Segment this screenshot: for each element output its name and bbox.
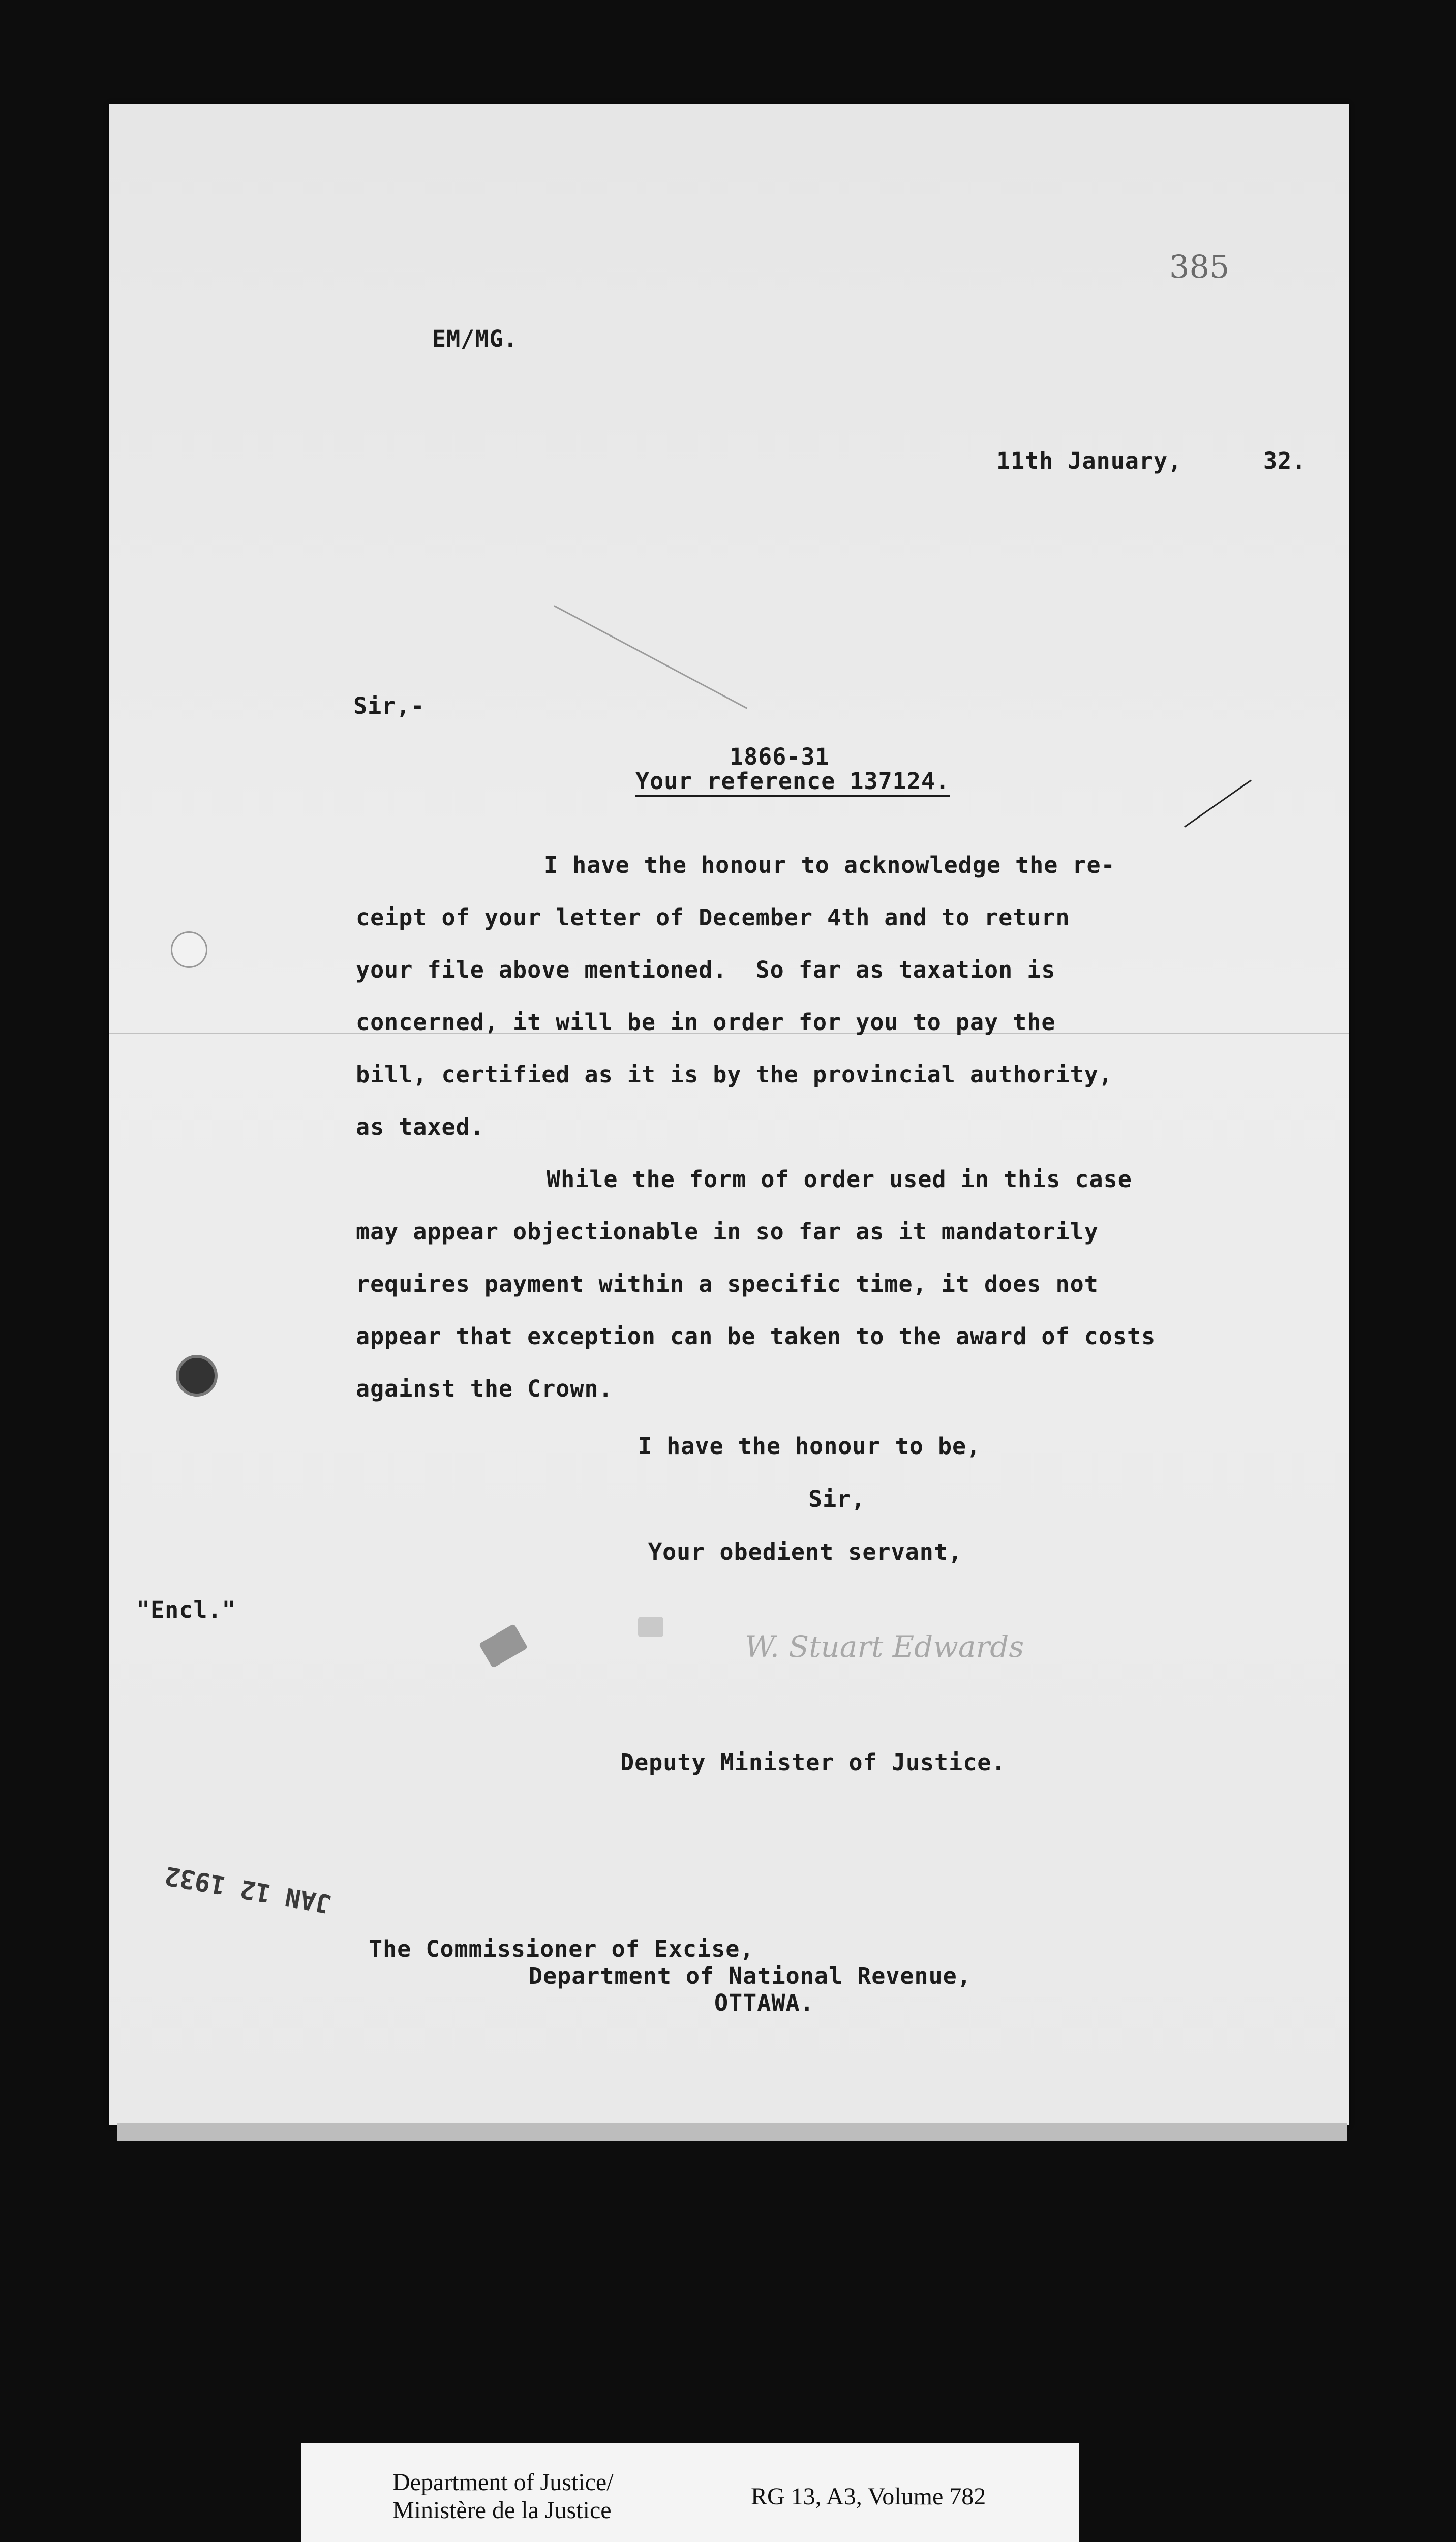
department-name-en: Department of Justice/ [392,2469,614,2496]
date-year: 32. [1263,447,1307,474]
body-line: ceipt of your letter of December 4th and to return [356,904,1070,931]
department-name-fr: Ministère de la Justice [392,2497,612,2524]
body-line: concerned, it will be in order for you to pay the [356,1009,1056,1036]
body-line: your file above mentioned. So far as taxation is [356,956,1056,983]
date-day: 11th January, [996,447,1182,474]
signature: W. Stuart Edwards [745,1629,1024,1664]
letter-page [109,104,1349,2125]
body-line: may appear objectionable in so far as it mandatorily [356,1218,1099,1245]
closing-line: I have the honour to be, [638,1433,981,1460]
file-reference: EM/MG. [432,325,518,352]
salutation: Sir,- [353,692,425,719]
page-number: 385 [1169,248,1230,285]
archive-reference-label [301,2443,1079,2542]
closing-line: Your obedient servant, [648,1538,963,1565]
your-reference: Your reference 137124. [635,768,950,795]
received-stamp: JAN 12 1932 [162,1860,333,1919]
body-line: I have the honour to acknowledge the re- [544,852,1115,879]
addressee-line: Department of National Revenue, [529,1962,972,1989]
body-line: as taxed. [356,1113,484,1140]
page-edge [117,2123,1347,2141]
enclosure-note: "Encl." [136,1596,236,1623]
punch-hole-upper [171,931,207,968]
body-line: against the Crown. [356,1375,613,1402]
archive-reference: RG 13, A3, Volume 782 [751,2483,986,2510]
body-line: While the form of order used in this case [547,1166,1132,1193]
file-number: 1866-31 [730,743,830,770]
addressee-line: OTTAWA. [714,1989,814,2016]
closing-line: Sir, [808,1486,866,1512]
addressee-line: The Commissioner of Excise, [369,1935,754,1962]
body-line: bill, certified as it is by the provincial authority, [356,1061,1113,1088]
body-line: appear that exception can be taken to the award of costs [356,1323,1156,1350]
signatory-title: Deputy Minister of Justice. [620,1749,1006,1776]
punch-hole-lower [176,1355,218,1397]
ink-smudge [638,1617,663,1637]
body-line: requires payment within a specific time, it does not [356,1270,1099,1297]
